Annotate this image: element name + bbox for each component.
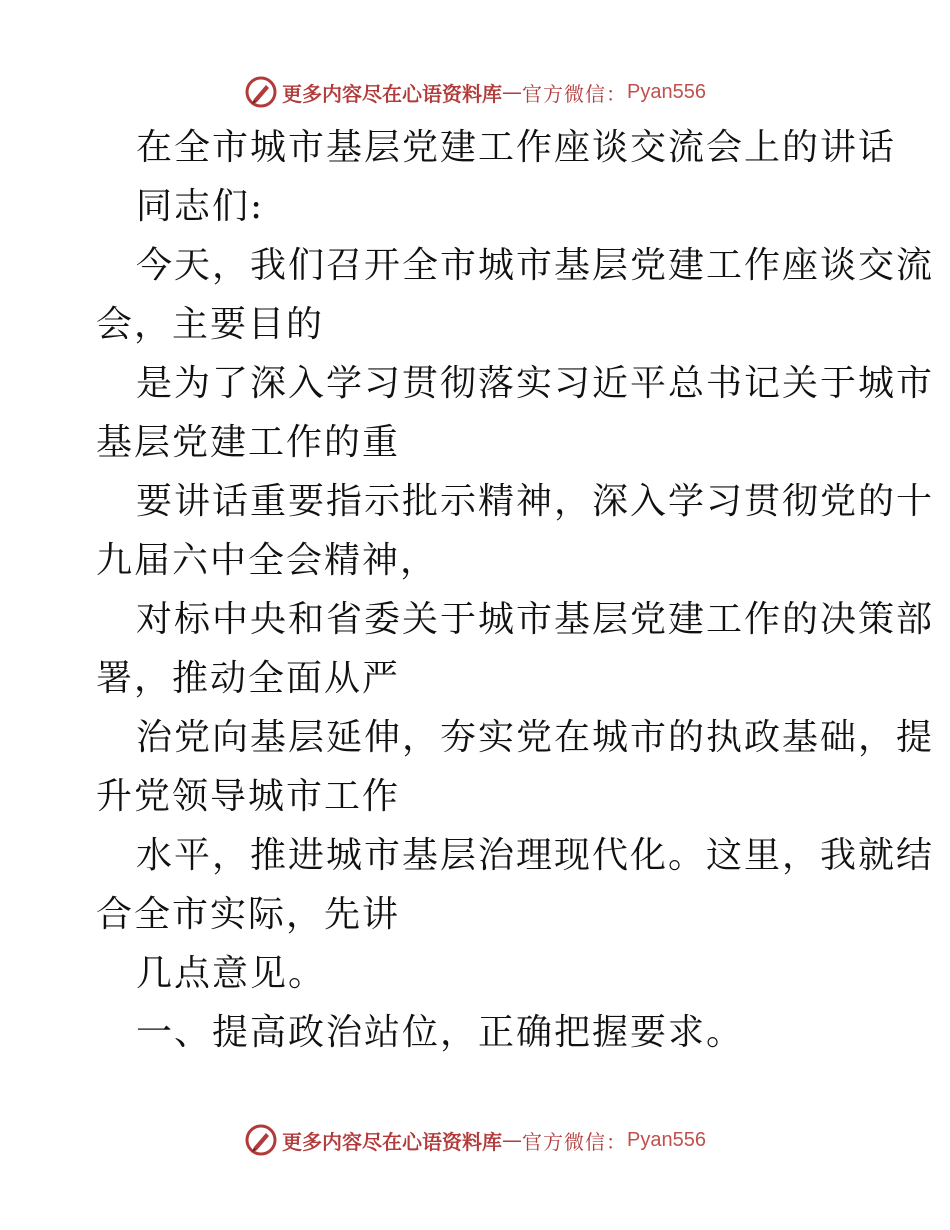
pen-logo-icon xyxy=(244,75,278,109)
text-line: 对标中央和省委关于城市基层党建工作的决策部 xyxy=(136,599,935,640)
banner-brand: 更多内容尽在心语资料库 xyxy=(282,1129,503,1154)
banner-separator: — xyxy=(502,1128,523,1152)
document-body xyxy=(96,118,935,1062)
header-watermark xyxy=(0,72,950,112)
text-line: 基层党建工作的重 xyxy=(96,422,401,463)
text-line: 会，主要目的 xyxy=(96,304,325,345)
pen-logo-icon xyxy=(244,1123,278,1157)
text-line: 今天，我们召开全市城市基层党建工作座谈交流 xyxy=(136,245,935,286)
footer-watermark xyxy=(0,1120,950,1160)
text-line: 是为了深入学习贯彻落实习近平总书记关于城市 xyxy=(136,363,935,404)
text-line: 合全市实际，先讲 xyxy=(96,894,401,935)
text-line: 要讲话重要指示批示精神，深入学习贯彻党的十 xyxy=(136,481,935,522)
text-line: 治党向基层延伸，夯实党在城市的执政基础，提 xyxy=(136,717,935,758)
banner-separator: — xyxy=(502,80,523,104)
banner-official-label: 官方微信： xyxy=(522,1129,628,1154)
banner-brand: 更多内容尽在心语资料库 xyxy=(282,81,503,106)
text-line: 水平，推进城市基层治理现代化。这里，我就结 xyxy=(136,835,935,876)
text-line: 署，推动全面从严 xyxy=(96,658,401,699)
banner-wechat-id: Pyan556 xyxy=(627,80,706,103)
text-line: 九届六中全会精神， xyxy=(96,540,439,581)
salutation: 同志们: xyxy=(136,186,265,227)
section-heading: 一、提高政治站位，正确把握要求。 xyxy=(136,1012,745,1053)
banner-official-label: 官方微信： xyxy=(522,81,628,106)
document-title: 在全市城市基层党建工作座谈交流会上的讲话 xyxy=(136,127,897,168)
text-line: 升党领导城市工作 xyxy=(96,776,401,817)
text-line: 几点意见。 xyxy=(136,953,327,994)
banner-wechat-id: Pyan556 xyxy=(627,1128,706,1151)
